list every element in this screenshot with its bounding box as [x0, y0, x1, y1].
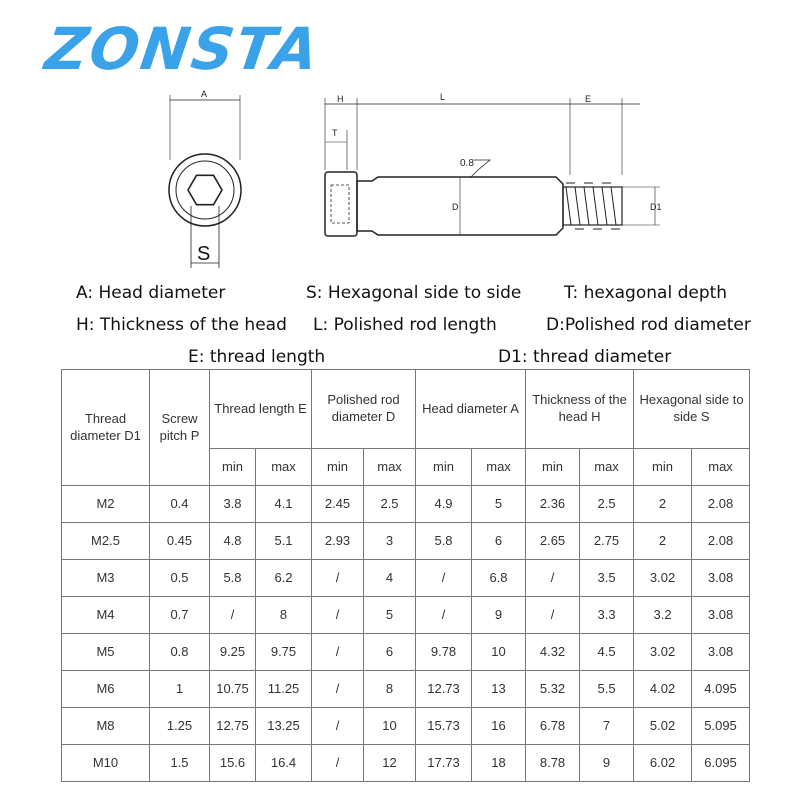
table-cell: 2.75 — [580, 523, 634, 560]
table-cell: 16 — [472, 708, 526, 745]
table-cell: 9.25 — [210, 634, 256, 671]
label-d1: D1 — [650, 202, 662, 212]
spec-table-body — [62, 486, 750, 782]
subheader-min: min — [312, 449, 364, 486]
technical-drawing — [0, 80, 800, 280]
table-cell: 11.25 — [256, 671, 312, 708]
header-thread-diameter: Thread diameter D1 — [62, 370, 150, 486]
header-polished-rod-diameter: Polished rod diameter D — [312, 370, 416, 449]
table-cell: 2.36 — [526, 486, 580, 523]
table-cell: / — [312, 560, 364, 597]
label-e: E — [585, 94, 592, 104]
table-cell: 9.75 — [256, 634, 312, 671]
label-l: L — [440, 92, 446, 102]
subheader-max: max — [256, 449, 312, 486]
table-cell: 2.08 — [692, 523, 750, 560]
table-cell: 3.3 — [580, 597, 634, 634]
header-thread-length: Thread length E — [210, 370, 312, 449]
table-cell: 6 — [472, 523, 526, 560]
subheader-min: min — [210, 449, 256, 486]
table-cell: / — [312, 634, 364, 671]
table-row — [62, 523, 750, 560]
table-cell: 0.4 — [150, 486, 210, 523]
header-head-diameter: Head diameter A — [416, 370, 526, 449]
table-cell: 4.32 — [526, 634, 580, 671]
subheader-max: max — [692, 449, 750, 486]
table-cell: 13.25 — [256, 708, 312, 745]
table-cell: 2.65 — [526, 523, 580, 560]
table-cell: 5.02 — [634, 708, 692, 745]
screw-side-view — [325, 98, 660, 236]
table-cell: 4.9 — [416, 486, 472, 523]
table-cell: 3.8 — [210, 486, 256, 523]
subheader-max: max — [580, 449, 634, 486]
table-cell: 0.8 — [150, 634, 210, 671]
subheader-min: min — [634, 449, 692, 486]
table-cell: 10 — [472, 634, 526, 671]
table-cell: 1 — [150, 671, 210, 708]
table-cell: 5.8 — [416, 523, 472, 560]
table-cell: 0.5 — [150, 560, 210, 597]
table-cell: / — [526, 560, 580, 597]
legend-l: L: Polished rod length — [313, 315, 497, 335]
table-cell: 15.73 — [416, 708, 472, 745]
table-cell: 3.08 — [692, 597, 750, 634]
table-cell: 2.45 — [312, 486, 364, 523]
table-cell: 0.45 — [150, 523, 210, 560]
table-row — [62, 560, 750, 597]
table-cell: 3 — [364, 523, 416, 560]
table-cell: 3.2 — [634, 597, 692, 634]
table-cell: 2.5 — [364, 486, 416, 523]
table-row — [62, 486, 750, 523]
legend-a: A: Head diameter — [76, 283, 226, 303]
table-cell: / — [526, 597, 580, 634]
legend-d1: D1: thread diameter — [498, 347, 672, 367]
thread-size-cell: M4 — [62, 597, 150, 634]
table-cell: 3.02 — [634, 634, 692, 671]
label-d: D — [452, 202, 459, 212]
header-hex-side: Hexagonal side to side S — [634, 370, 750, 449]
table-cell: 3.02 — [634, 560, 692, 597]
table-cell: 16.4 — [256, 745, 312, 782]
table-cell: 4.8 — [210, 523, 256, 560]
table-cell: 6 — [364, 634, 416, 671]
label-a: A — [201, 89, 208, 99]
table-cell: 12 — [364, 745, 416, 782]
table-cell: 5 — [364, 597, 416, 634]
subheader-min: min — [416, 449, 472, 486]
table-cell: 17.73 — [416, 745, 472, 782]
table-cell: 2 — [634, 486, 692, 523]
table-cell: 1.5 — [150, 745, 210, 782]
table-cell: / — [312, 597, 364, 634]
thread-size-cell: M8 — [62, 708, 150, 745]
table-cell: 12.75 — [210, 708, 256, 745]
brand-logo: ZONSTA — [41, 15, 325, 83]
table-cell: 2 — [634, 523, 692, 560]
table-cell: / — [312, 708, 364, 745]
table-cell: 10 — [364, 708, 416, 745]
spec-table — [61, 369, 750, 782]
legend-h: H: Thickness of the head — [76, 315, 287, 335]
table-cell: 6.02 — [634, 745, 692, 782]
table-cell: 6.095 — [692, 745, 750, 782]
table-cell: 15.6 — [210, 745, 256, 782]
table-cell: 7 — [580, 708, 634, 745]
legend-d: D:Polished rod diameter — [546, 315, 751, 335]
legend-s: S: Hexagonal side to side — [306, 283, 522, 303]
header-head-thickness: Thickness of the head H — [526, 370, 634, 449]
legend-e: E: thread length — [188, 347, 326, 367]
thread-size-cell: M5 — [62, 634, 150, 671]
table-cell: 3.08 — [692, 560, 750, 597]
table-cell: 2.5 — [580, 486, 634, 523]
table-cell: 13 — [472, 671, 526, 708]
table-row — [62, 745, 750, 782]
table-row — [62, 671, 750, 708]
table-cell: / — [312, 671, 364, 708]
table-cell: 5.1 — [256, 523, 312, 560]
table-cell: 5.8 — [210, 560, 256, 597]
table-cell: 3.08 — [692, 634, 750, 671]
table-cell: 3.5 — [580, 560, 634, 597]
table-cell: 9.78 — [416, 634, 472, 671]
thread-size-cell: M2 — [62, 486, 150, 523]
table-row — [62, 634, 750, 671]
table-cell: 0.7 — [150, 597, 210, 634]
table-cell: 18 — [472, 745, 526, 782]
table-cell: 9 — [472, 597, 526, 634]
table-cell: 4.095 — [692, 671, 750, 708]
table-cell: 12.73 — [416, 671, 472, 708]
table-cell: 5.32 — [526, 671, 580, 708]
table-cell: 4.1 — [256, 486, 312, 523]
table-cell: 9 — [580, 745, 634, 782]
table-cell: 4 — [364, 560, 416, 597]
legend-t: T: hexagonal depth — [564, 283, 728, 303]
table-cell: 5.095 — [692, 708, 750, 745]
table-cell: / — [416, 560, 472, 597]
thread-size-cell: M3 — [62, 560, 150, 597]
subheader-max: max — [472, 449, 526, 486]
thread-size-cell: M10 — [62, 745, 150, 782]
label-roughness: 0.8 — [460, 158, 474, 169]
table-cell: 5 — [472, 486, 526, 523]
table-cell: / — [210, 597, 256, 634]
thread-size-cell: M6 — [62, 671, 150, 708]
subheader-max: max — [364, 449, 416, 486]
table-cell: 4.02 — [634, 671, 692, 708]
table-cell: 8 — [256, 597, 312, 634]
table-cell: 6.2 — [256, 560, 312, 597]
label-h: H — [337, 94, 344, 104]
table-cell: 2.93 — [312, 523, 364, 560]
table-cell: 6.78 — [526, 708, 580, 745]
table-cell: 10.75 — [210, 671, 256, 708]
table-cell: 2.08 — [692, 486, 750, 523]
table-row — [62, 708, 750, 745]
table-cell: / — [312, 745, 364, 782]
table-cell: 6.8 — [472, 560, 526, 597]
header-screw-pitch: Screw pitch P — [150, 370, 210, 486]
table-cell: 1.25 — [150, 708, 210, 745]
table-row — [62, 597, 750, 634]
table-cell: 5.5 — [580, 671, 634, 708]
table-cell: 4.5 — [580, 634, 634, 671]
subheader-min: min — [526, 449, 580, 486]
table-cell: / — [416, 597, 472, 634]
label-s: S — [197, 243, 211, 265]
table-cell: 8.78 — [526, 745, 580, 782]
label-t: T — [332, 128, 338, 138]
table-cell: 8 — [364, 671, 416, 708]
thread-size-cell: M2.5 — [62, 523, 150, 560]
